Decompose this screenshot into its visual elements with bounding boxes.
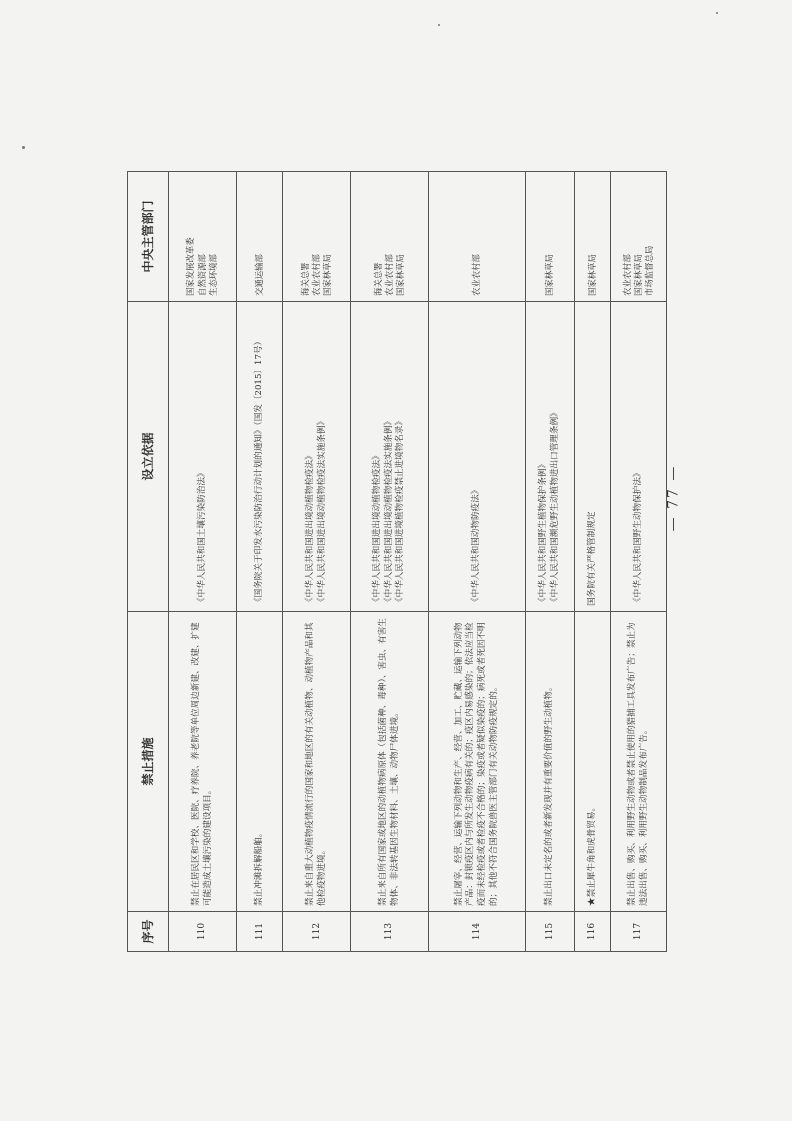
basis-line: 《中华人民共和国野生植物保护条例》 xyxy=(538,459,549,606)
dept-line: 自然资源部 xyxy=(196,254,207,296)
basis-cell xyxy=(169,302,237,612)
dept-cell xyxy=(237,172,283,302)
dept-cell xyxy=(351,172,429,302)
basis-line: 《中华人民共和国动物防疫法》 xyxy=(471,485,482,606)
dept-line: 农业农村部 xyxy=(383,254,394,296)
row-number: 111 xyxy=(237,912,283,952)
table-row xyxy=(169,172,237,952)
basis-line: 《中华人民共和国进境植物检疫禁止进境物名录》 xyxy=(395,416,406,606)
basis-cell xyxy=(574,302,610,612)
dept-line: 国家发展改革委 xyxy=(185,237,196,296)
scan-speck xyxy=(22,146,25,149)
dept-line: 海关总署 xyxy=(372,262,383,296)
measure-cell: 禁止来自重大动植物疫情流行的国家和地区的有关动植物、动植物产品和其他检疫物进境。 xyxy=(283,612,351,912)
scan-speck xyxy=(716,12,718,14)
dept-line: 国家林草局 xyxy=(632,254,643,296)
row-number: 117 xyxy=(611,912,667,952)
header-dept: 中央主管部门 xyxy=(128,172,169,302)
basis-cell xyxy=(611,302,667,612)
rotated-table-wrapper xyxy=(127,172,667,952)
row-number: 110 xyxy=(169,912,237,952)
dept-line: 交通运输部 xyxy=(253,254,264,296)
basis-cell xyxy=(237,302,283,612)
dept-line: 农业农村部 xyxy=(621,254,632,296)
basis-line: 《中华人民共和国进出境动植物检疫法》 xyxy=(372,451,383,606)
basis-line: 《中华人民共和国进出境动植物检疫法实施条例》 xyxy=(383,416,394,606)
dept-line: 国家林草局 xyxy=(322,254,333,296)
dept-line: 国家林草局 xyxy=(586,254,597,296)
dept-line: 海关总署 xyxy=(299,262,310,296)
table-row xyxy=(574,172,610,952)
dept-line: 国家林草局 xyxy=(544,254,555,296)
scan-speck xyxy=(438,24,440,26)
basis-line: 《国务院关于印发水污染防治行动计划的通知》（国发〔2015〕17号） xyxy=(253,336,264,606)
table-row xyxy=(237,172,283,952)
table-row xyxy=(526,172,575,952)
dept-line: 农业农村部 xyxy=(310,254,321,296)
measure-cell: 禁止冲滩拆解船舶。 xyxy=(237,612,283,912)
row-number: 114 xyxy=(428,912,525,952)
row-number: 116 xyxy=(574,912,610,952)
dept-cell xyxy=(611,172,667,302)
basis-line: 《中华人民共和国土壤污染防治法》 xyxy=(196,468,207,606)
dept-cell xyxy=(526,172,575,302)
measures-table xyxy=(127,171,667,952)
dept-cell xyxy=(574,172,610,302)
dept-cell xyxy=(428,172,525,302)
basis-line: 《中华人民共和国濒危野生动植物进出口管理条例》 xyxy=(549,408,560,606)
dept-line: 农业农村部 xyxy=(471,254,482,296)
header-measure: 禁止措施 xyxy=(128,612,169,912)
basis-cell xyxy=(351,302,429,612)
page-number: — 77 — xyxy=(665,464,682,532)
measure-cell: 禁止屠宰、经营、运输下列动物和生产、经营、加工、贮藏、运输下列动物产品：封锁疫区内与所发生动物疫病有关的；疫区内易感染的；依法应当检疫而未经检疫或者检疫不合格的；染疫或者疑似染疫的；病死或者死因不明的；其他不符合国务院兽医主管部门有关动物防疫规定的。 xyxy=(428,612,525,912)
basis-cell xyxy=(428,302,525,612)
table-row xyxy=(283,172,351,952)
basis-line: 国务院有关严格管制规定 xyxy=(586,511,597,606)
basis-line: 《中华人民共和国进出境动植物检疫法实施条例》 xyxy=(316,416,327,606)
measure-cell: 禁止出口未定名的或者新发现并有重要价值的野生动植物。 xyxy=(526,612,575,912)
basis-line: 《中华人民共和国野生动物保护法》 xyxy=(632,468,643,606)
table-row xyxy=(611,172,667,952)
header-basis: 设立依据 xyxy=(128,302,169,612)
dept-cell xyxy=(169,172,237,302)
basis-cell xyxy=(526,302,575,612)
measure-cell: ★禁止犀牛角和虎骨贸易。 xyxy=(574,612,610,912)
dept-line: 生态环境部 xyxy=(208,254,219,296)
table-row xyxy=(351,172,429,952)
dept-line: 市场监督总局 xyxy=(644,245,655,296)
measure-cell: 禁止来自所有国家或地区的动植物病原体（包括菌种、毒种）、害虫、有害生物体、非法转基因生物材料、土壤、动物尸体进境。 xyxy=(351,612,429,912)
row-number: 112 xyxy=(283,912,351,952)
basis-line: 《中华人民共和国进出境动植物检疫法》 xyxy=(305,451,316,606)
measure-cell: 禁止出售、购买、利用野生动物或者禁止使用的猎捕工具发布广告；禁止为违法出售、购买、利用野生动物制品发布广告。 xyxy=(611,612,667,912)
dept-line: 国家林草局 xyxy=(395,254,406,296)
table-row xyxy=(428,172,525,952)
basis-cell xyxy=(283,302,351,612)
header-no: 序号 xyxy=(128,912,169,952)
measure-cell: 禁止在居民区和学校、医院、疗养院、养老院等单位周边新建、改建、扩建可能造成土壤污染的建设项目。 xyxy=(169,612,237,912)
dept-cell xyxy=(283,172,351,302)
table-header-row xyxy=(128,172,169,952)
row-number: 113 xyxy=(351,912,429,952)
row-number: 115 xyxy=(526,912,575,952)
